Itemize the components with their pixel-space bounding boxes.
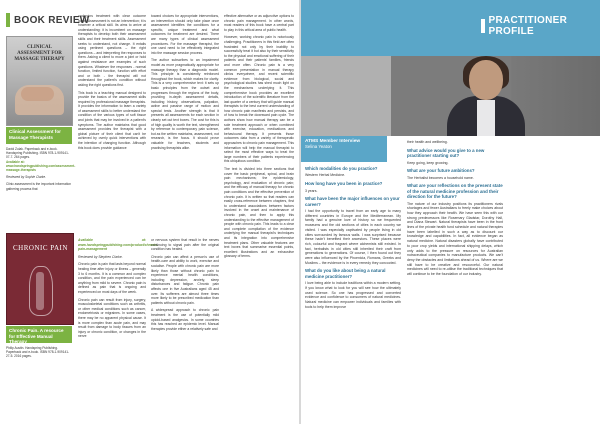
review-column-4 — [224, 14, 294, 262]
paragraph: toward choices for appropriate interventions, an intervention should only take place once assessment identifies the conditions for a specific, unique treatment and what outcomes for treatment are desired. There are many types of clinical assessment procedures. For the massage therapist, the one used need to be effectively integrated into the massage session process. — [151, 14, 219, 55]
interview-tag — [301, 136, 387, 162]
paragraph: Chronic pain is pain that lasts beyond normal healing time after injury or illness – generally 3 to 6 months. It is a common and complex condition, and the pain experienced can be anything from mild to severe. Chronic pain is defined as pain that is ongoing and experienced on most days of the week. — [78, 262, 146, 294]
review-column-3 — [151, 14, 219, 153]
paragraph: or nervous system that result in the nerves continuing to signal pain after the original condition has healed. — [151, 238, 219, 252]
book-cover-title: CLINICAL ASSESSMENT FOR MASSAGE THERAPY — [14, 45, 65, 62]
question: What have been the major influences on your career? — [305, 196, 400, 207]
answer: The Herbalist becomes a household name. — [407, 175, 474, 180]
answer: The nature of our industry positions its practitioners rivals shortages and fewer Australians to freely make choices about how they approach their health. We have seen this with our strong predecessors like Rosemary Gladstar, Dorothy Hall, and Diana Stewart. Natural therapists have been in the front lines of the private health fund schedule and natural therapies have been labelled in such a way as to discount our knowledge and capabilities. In fact, all evidence began as natural medicine. Natural disasters globally have contributed to poor crop yields and international shipping delays, which only adds to the pressure on resources for Australian nutraceutical companies to manufacture products. We can't deny the obstacles and limitations ahead of us. Where are we still have to be creative and resourceful. Our natural medicines will need to re-utilise the traditional techniques that will continue to be the foundation of our industry. — [407, 201, 503, 277]
paragraph: However, working chronic pain is notoriously challenging. Practitioners in this field are often frustrated not only by their inability to successfully treat it but also by their sensitivity to the physical and emotional suffering of their patients and their patients' families, friends and more often. Chronic pain is a very common presentation in manual therapy clinics everywhere, and recent scientific evidence from biological, social and psychological studies has shed much light on the mechanisms underlying it. This comprehensive book provides an excellent introduction of the scientific literature from the last quarter of a century that will guide manual therapists to the best current understanding of how chronic pain manifests and persists, and of how to break the downward pain cycle. The authors show how manual therapy can be a sole treatment approach or when combined with exercise, education, medications and behavioural therapy. It presents those outcomes data from a variety of therapeutic approaches to chronic pain management. This information will help the manual therapist to select the most effective ways to treat the large numbers of their patients experiencing this ubiquitous condition. — [224, 35, 294, 164]
paragraph: effective alternative or as adjunctive options to chronic pain management. In other words, most readers of this book have a central part to play in this critical area of public health. — [224, 14, 294, 32]
answer: I had the opportunity to travel from an early age to many different countries in Europe and the Mediterranean. My family had a genuine love of history so we frequented museums and the old sections of cities in each country we visited. I was especially captivated by people living in old cities surrounded by famous walls. I was surprised because these hadn't benefited their ancestors. These places were rich, colourful and fragrant where alchemists still existed. In fact, herbalists in old cities still inherited their craft from generations to generations. Of course, I then found out they were also influenced by the Phoenicia, Romans, Greeks and Muslims – the evidence is in every remedy they concocted. — [305, 209, 401, 265]
book-cover-clinical-assessment — [6, 36, 73, 126]
paragraph: This book is a teaching manual designed to provide the basics of the assessment skills required by professional massage therapists. It provides the information to learn a variety of assessment skills to better understand the condition of the various types of soft tissue and joints that may be involved in a patient's symptoms. The author maintains that good assessment provides the therapist with a global picture of their client that can't be achieved by overly quick interventions with the intention of changing function. Although this book does provide guidance — [78, 90, 146, 150]
interview-column-1 — [305, 166, 401, 313]
interview-label: ATMS Member Interview — [305, 139, 361, 144]
book-meta — [6, 147, 76, 191]
paragraph: The author subscribes to an impairment model as more pragmatically appropriate for massage therapy than a diagnostic model. This principle is consistently reinforced throughout the book, which makes for clarity. This is a very comprehensive text: it sets up basic principles from the outset and progresses through the regions of the body, providing in-depth assessment details, including history, observations, palpation, active and passive range of motion and special tests. Another strength is that it presents all assessments for each section in clearly set out text boxes. The cost for this is of high quality is worth the text, strengthened by reference to contemporary pain science, but as the written maintains, assessment, not research, is the focus. It should prove valuable for teachers, students and practising therapists alike. — [151, 58, 219, 150]
answer: 3 years. — [305, 188, 318, 193]
review2-column-2 — [78, 238, 159, 342]
availability-link[interactable]: Available at: www.handspringpublishing.com/product/chronic-pain-management — [78, 238, 159, 252]
answer: I love being able to include traditions within a modern setting. If you know what to look for you will see how the ultimately used science. So one has progressed and converted evidence and confidence to consumers of natural medicines. Natural medicine can empower individuals and families with tools to help them improve — [305, 281, 401, 309]
book-cover-chronic-pain — [6, 233, 74, 325]
practitioner-profile-page — [301, 0, 600, 424]
review2-column-3 — [151, 238, 219, 334]
profile-photo — [301, 56, 600, 136]
paragraph: The text is divided into three sections that cover the basic peripheral, spinal, and brain pain mechanisms; the epidemiology, psychology, and evaluation of chronic pain; and the efficacy of manual therapy for chronic pain conditions and the effective prevention of chronic pain. It is written so that readers can easily cross-reference between chapters, first to understand associations between factors involved in the onset and maintenance of chronic pain, and then to apply this understanding to the effective management of people with chronic pain. This leads to a clear and complete compilation of the evidence underlying the manual therapist's techniques and its integration into comprehensive treatment plans. Other valuable features are text boxes that summarise essential points, excellent illustrations and an exhaustive glossary of terms. — [224, 167, 294, 259]
reviewer: Reviewed by Sophie Clarke. — [6, 175, 47, 180]
question: What are your future ambitions? — [407, 168, 475, 174]
section-accent-bar — [481, 19, 485, 33]
photo-background — [301, 56, 391, 136]
book-caption: Chronic Pain. A resource for Effective Manual Therapy — [6, 326, 72, 343]
book-meta — [6, 346, 72, 359]
availability-link[interactable]: Available at: www.handspringpublishing.com/assessment-massage-therapists — [6, 159, 76, 173]
photo-figure-shirt — [477, 100, 495, 136]
review-column-2 — [78, 14, 146, 153]
answer: Keep going, keep growing. — [407, 160, 449, 165]
spine-illustration-detail — [36, 272, 44, 310]
question: Which modalities do you practice? — [305, 166, 378, 171]
question: What are your reflections on the present state of the natural medicine profession and their direction for the future? — [407, 183, 503, 200]
section-header — [481, 15, 600, 37]
reviewer: Reviewed by Stephen Clarke. — [78, 254, 123, 259]
answer: their health and wellbeing. — [407, 140, 448, 144]
book-review-page — [0, 0, 299, 424]
paragraph: A widespread approach to chronic pain treatment is the use of potentially mild opioid-based analgesics. In some countries this has reached an epidemic level. Manual therapies provide either a relatively safe and — [151, 308, 219, 331]
interviewee-name: Selina Yeaton — [305, 144, 332, 150]
section-title: BOOK REVIEW — [14, 14, 90, 26]
publisher-line: David Zulak. Paperback and e-book. Handspring Publishing. ISBN 978-1-909141-07-7. 264 pages. — [6, 147, 69, 160]
paragraph: underpins treatment with clear outcome goals. Assessment is not an intervention; it is however a critical skill. Its aims to arrive at understanding: it is incumbent on massage therapists to develop both their assessment skills and their treatment skills. Assessment seeks to understand, not change. It entails using pertinent questions – the right questions – and interpreting the responses to them. Asking a client to move a joint or hold against resistance are examples of such questions. Whatever the responses - normal function, limited function, function with effort and or both - the therapist will not understand the patient's condition without asking the right questions first. — [78, 14, 146, 87]
section-header — [6, 12, 90, 28]
publisher-line: Philip Austin. Handspring Publishing. Paperback and e-book. ISBN 978-1-909141-27-5. 2016 pages. — [6, 346, 70, 359]
question: What advice would you give to a new practitioner starting out? — [407, 147, 485, 159]
answer: Western Herbal Medicine. — [305, 173, 346, 178]
section-title: PRACTITIONER PROFILE — [488, 15, 568, 37]
question: How long have you been in practice? — [305, 181, 383, 187]
book-cover-title: CHRONIC PAIN — [13, 244, 68, 252]
question: What do you like about being a natural medicine practitioner? — [305, 268, 386, 279]
photo-figure-head — [469, 60, 503, 100]
section-accent-bar — [6, 13, 10, 27]
review-intro: Clinic assessment is the important information gathering process that — [6, 182, 72, 191]
interview-column-2 — [407, 140, 503, 280]
book-caption: Clinical Assessment for Massage Therapists — [6, 127, 72, 144]
cover-illustration-detail — [21, 87, 54, 101]
paragraph: Chronic pain can result from injury, surgery, musculoskeletal conditions such as arthritis, or other medical conditions such as cancer, endometriosis or migraines. In some cases, there may be no apparent physical cause. It is more complex than acute pain, and may result from damage to body tissues from an injury or chronic condition, or changes in the nerve — [78, 297, 146, 339]
paragraph: Chronic pain can affect a person's use of health-care and ability to work, exercise and socialise. People with chronic pain are more likely than those without chronic pain to experience mental health conditions, including depression, anxiety, sleep disturbances and fatigue. Chronic pain affects one in five Australians aged 45 and over. Its sufferers are almost three times more likely to be prescribed medication than patients without chronic pain. — [151, 254, 219, 305]
